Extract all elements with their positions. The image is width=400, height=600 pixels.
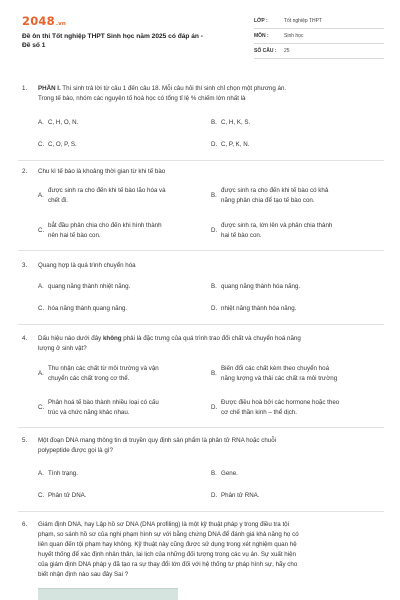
- divider: [18, 250, 384, 251]
- question-number: 2.: [22, 168, 28, 175]
- question-text: 6. Giám định DNA, hay Lập hồ sơ DNA (DNA profiling) là một kỹ thuật pháp y trong điều tra tội phạm, so sánh hồ sơ của nghi phạm hình sự với bằng chứng DNA để đánh giá khả năng họ có liên quan đến tội phạm hay không. Kỹ thuật này cũng được sử dụng trong xét nghiệm quan hệ huyết thống để xác định nhân thân, lai lịch của những đối tượng trong các vụ án. Sự xuất hiện của giám định DNA pháp y đã tạo ra sự thay đổi lớn đối với hệ thống tư pháp hình sự, hãy cho biết nhận định nào sau đây Sai ?: [22, 521, 299, 578]
- question-1: [22, 84, 380, 104]
- question-number: 5.: [22, 437, 28, 444]
- emphasis-khong: không: [102, 335, 122, 342]
- meta-row-lop: [254, 14, 384, 29]
- divider: [18, 511, 384, 512]
- meta-label: LỚP :: [254, 18, 268, 24]
- question-text: 3. Quang hợp là quá trình chuyển hóa: [22, 262, 136, 269]
- question-number: 1.: [22, 85, 28, 92]
- meta-value: Tốt nghiệp THPT: [284, 18, 322, 24]
- meta-value: Sinh học: [284, 33, 304, 39]
- divider: [18, 427, 384, 428]
- question-number: 4.: [22, 335, 28, 342]
- question-6-image: [38, 588, 178, 600]
- title-line-1: Đề ôn thi Tốt nghiệp THPT Sinh học năm 2025 có đáp án -: [22, 33, 203, 40]
- question-text: 2. Chu kì tế bào là khoảng thời gian từ khi tế bào: [22, 168, 166, 175]
- document-title: [22, 32, 244, 50]
- part-label: PHẦN I.: [38, 85, 61, 92]
- question-6: [22, 520, 380, 580]
- question-5: [22, 436, 380, 456]
- title-line-2: Đề số 1: [22, 42, 46, 49]
- question-number: 6.: [22, 521, 28, 528]
- meta-label: MÔN :: [254, 33, 269, 39]
- meta-label: SỐ CÂU :: [254, 48, 277, 54]
- site-logo[interactable]: 2048.vn: [22, 14, 67, 28]
- meta-info: [254, 14, 384, 59]
- question-text: 1. PHẦN I. Thí sinh trả lời từ câu 1 đến câu 18. Mỗi câu hỏi thí sinh chỉ chọn một phương án. Trong tế bào, nhóm các nguyên tố hoá học có tổng tỉ lệ % chiếm lớn nhất là: [22, 85, 287, 102]
- divider: [18, 324, 384, 325]
- meta-value: 25: [284, 48, 290, 54]
- meta-row-mon: [254, 29, 384, 44]
- question-text: 4. Dấu hiệu nào dưới đây không phải là đặc trưng của quá trình trao đổi chất và chuyển hoá năng lượng ở sinh vật?: [22, 335, 301, 352]
- question-text: 5. Một đoạn DNA mang thông tin di truyền quy định sản phẩm là phân tử RNA hoặc chuỗi polypeptide được gọi là gì?: [22, 437, 277, 454]
- question-3: [22, 261, 380, 271]
- meta-row-so-cau: [254, 44, 384, 59]
- question-number: 3.: [22, 262, 28, 269]
- page-header: [0, 0, 400, 72]
- question-2: [22, 167, 380, 177]
- question-4: [22, 334, 380, 354]
- divider: [18, 160, 384, 161]
